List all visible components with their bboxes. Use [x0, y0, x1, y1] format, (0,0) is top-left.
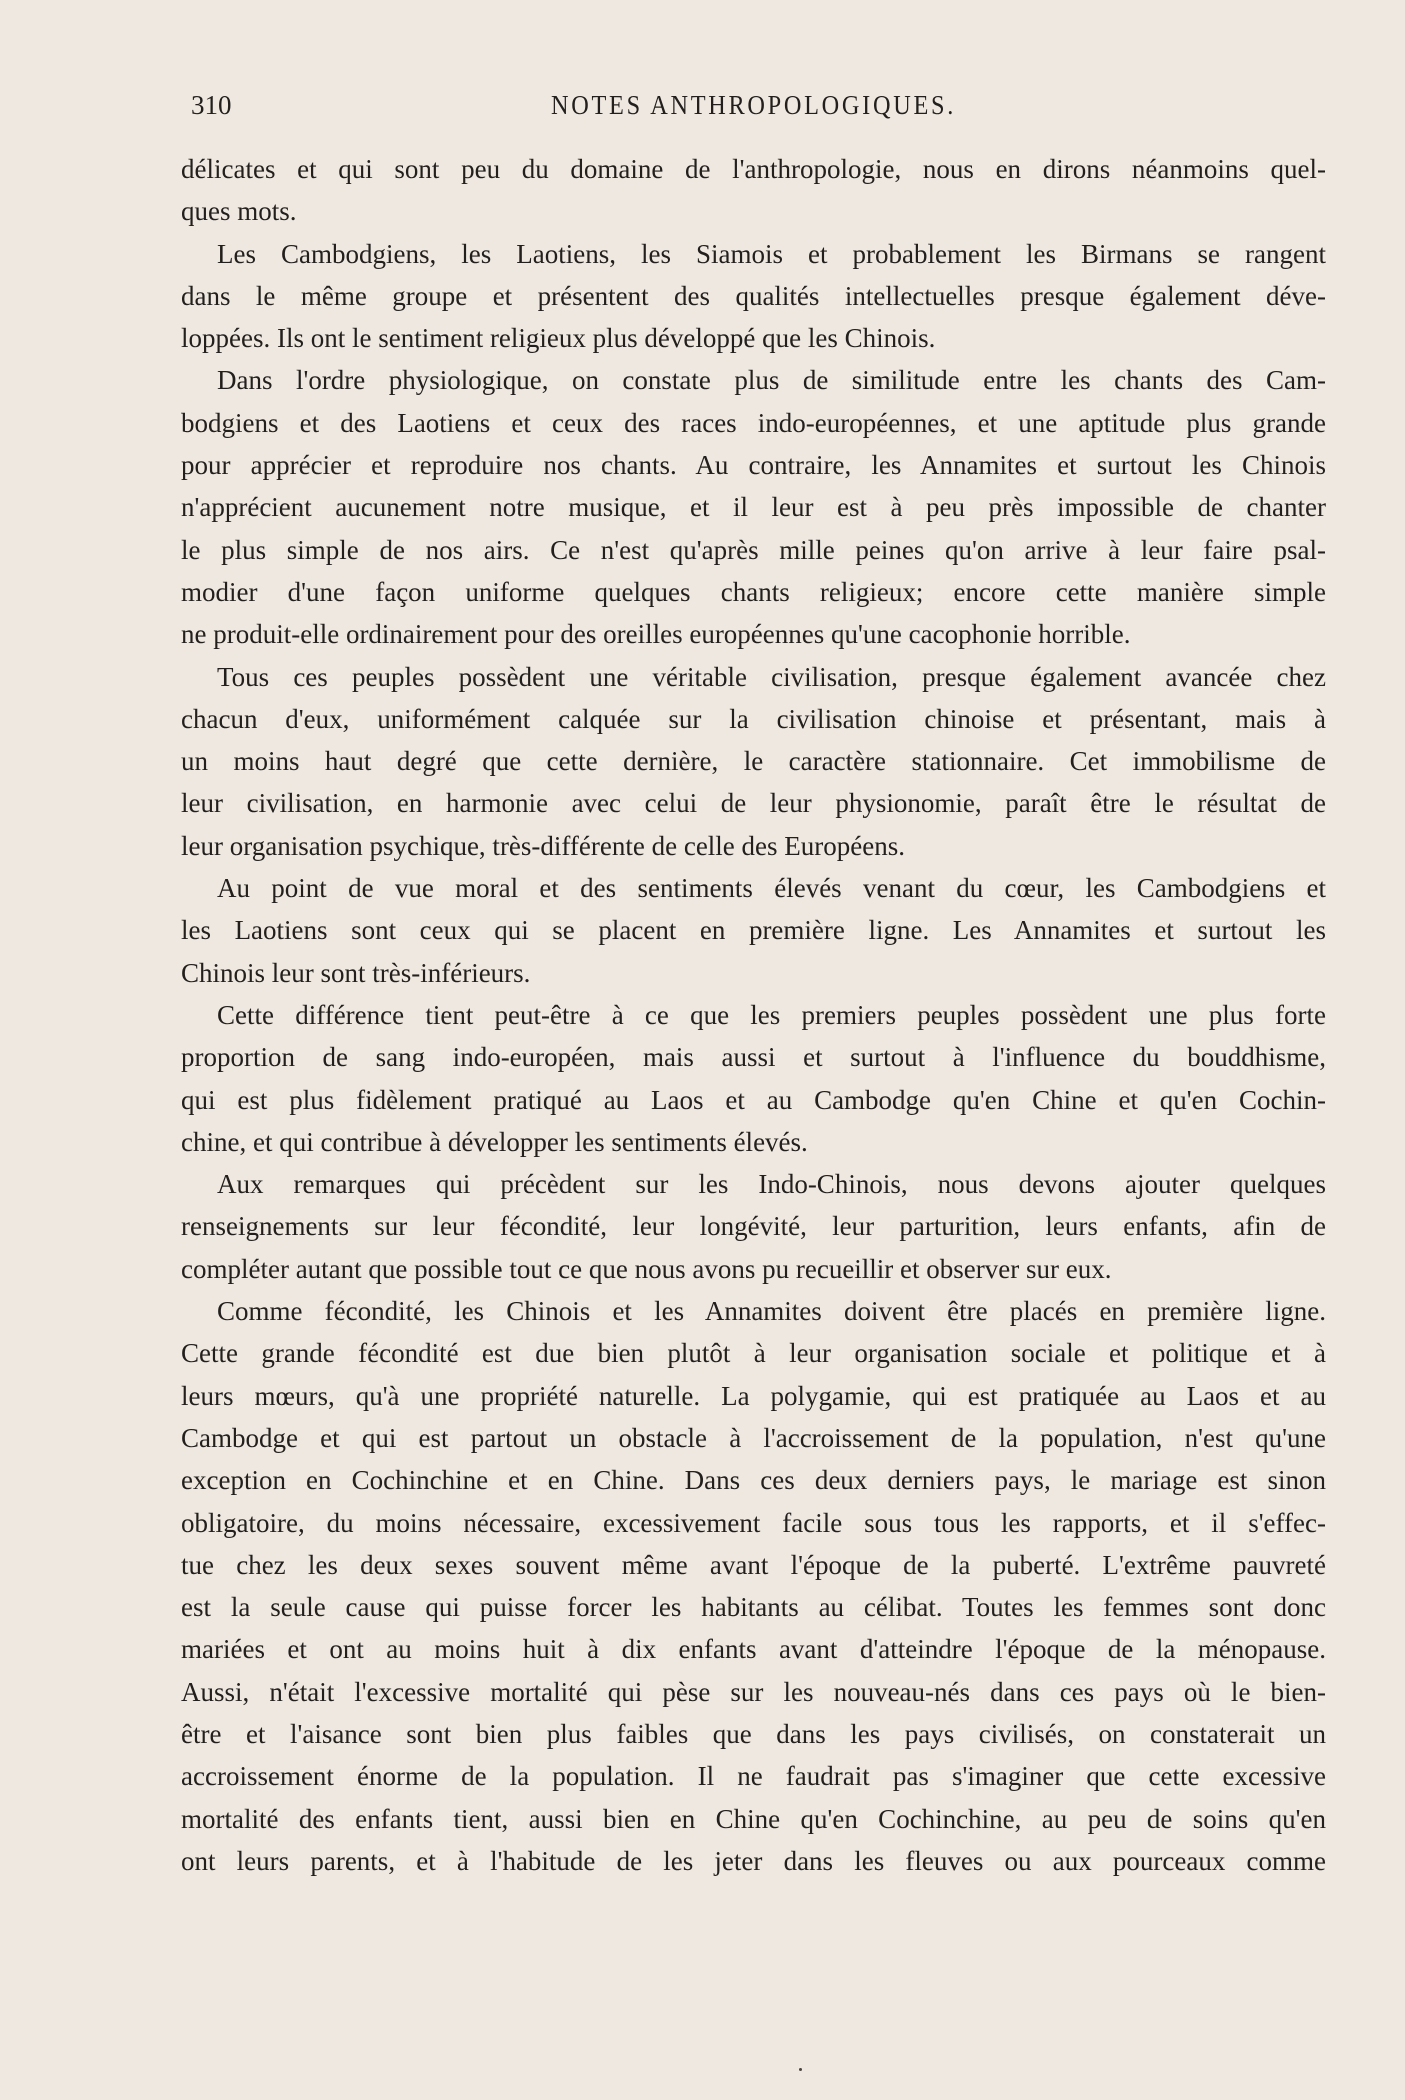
text-line: Cette différence tient peut-être à ce que les premiers peuples possèdent une plus forte	[217, 999, 1326, 1030]
text-line: pour apprécier et reproduire nos chants. Au contraire, les Annamites et surtout les Chinois	[181, 450, 1326, 481]
text-line: exception en Cochinchine et en Chine. Dans ces deux derniers pays, le mariage est sinon	[181, 1465, 1326, 1496]
text-line: Cambodge et qui est partout un obstacle à l'accroissement de la population, n'est qu'une	[181, 1422, 1326, 1453]
text-line: renseignements sur leur fécondité, leur longévité, leur parturition, leurs enfants, afin de	[181, 1211, 1326, 1242]
running-title: NOTES ANTHROPOLOGIQUES.	[550, 90, 956, 120]
text-line: Tous ces peuples possèdent une véritable civilisation, presque également avancée chez	[217, 661, 1326, 692]
text-line: être et l'aisance sont bien plus faibles que dans les pays civilisés, on constaterait un	[181, 1718, 1326, 1749]
text-line: Cette grande fécondité est due bien plutôt à leur organisation sociale et politique et à	[181, 1338, 1326, 1369]
text-line: un moins haut degré que cette dernière, le caractère stationnaire. Cet immobilisme de	[181, 746, 1326, 777]
text-line: ques mots.	[181, 196, 297, 227]
paragraph	[181, 233, 1326, 360]
text-line: les Laotiens sont ceux qui se placent en première ligne. Les Annamites et surtout les	[181, 915, 1326, 946]
text-line: Chinois leur sont très-inférieurs.	[181, 957, 531, 988]
text-line: leur civilisation, en harmonie avec celui de leur physionomie, paraît être le résultat de	[181, 788, 1326, 819]
text-line: Les Cambodgiens, les Laotiens, les Siamois et probablement les Birmans se rangent	[217, 238, 1326, 269]
text-line: leurs mœurs, qu'à une propriété naturelle. La polygamie, qui est pratiquée au Laos et au	[181, 1380, 1326, 1411]
paragraph	[181, 867, 1326, 994]
text-line: accroissement énorme de la population. Il ne faudrait pas s'imaginer que cette excessive	[181, 1761, 1326, 1792]
paragraph	[181, 1290, 1326, 1882]
text-line: chacun d'eux, uniformément calquée sur la civilisation chinoise et présentant, mais à	[181, 703, 1326, 734]
text-line: Comme fécondité, les Chinois et les Annamites doivent être placés en première ligne.	[217, 1296, 1326, 1327]
paragraph	[181, 656, 1326, 867]
text-line: délicates et qui sont peu du domaine de l'anthropologie, nous en dirons néanmoins quel-	[181, 154, 1326, 184]
text-line: Aussi, n'était l'excessive mortalité qui pèse sur les nouveau-nés dans ces pays où le bien-	[181, 1676, 1326, 1707]
text-line: proportion de sang indo-européen, mais aussi et surtout à l'influence du bouddhisme,	[181, 1042, 1326, 1073]
text-line: le plus simple de nos airs. Ce n'est qu'après mille peines qu'on arrive à leur faire psal-	[181, 534, 1326, 565]
text-line: Dans l'ordre physiologique, on constate plus de similitude entre les chants des Cam-	[217, 365, 1326, 396]
text-line: leur organisation psychique, très-différente de celle des Européens.	[181, 830, 905, 861]
paragraph	[181, 359, 1326, 655]
text-line: mariées et ont au moins huit à dix enfants avant d'atteindre l'époque de la ménopause.	[181, 1634, 1326, 1665]
text-line: Au point de vue moral et des sentiments élevés venant du cœur, les Cambodgiens et	[217, 873, 1326, 904]
text-line: chine, et qui contribue à développer les sentiments élevés.	[181, 1126, 808, 1157]
text-line: tue chez les deux sexes souvent même avant l'époque de la puberté. L'extrême pauvreté	[181, 1549, 1326, 1580]
text-line: est la seule cause qui puisse forcer les habitants au célibat. Toutes les femmes sont donc	[181, 1592, 1326, 1623]
text-line: bodgiens et des Laotiens et ceux des races indo-européennes, et une aptitude plus grande	[181, 407, 1326, 438]
text-line: compléter autant que possible tout ce que nous avons pu recueillir et observer sur eux.	[181, 1253, 1112, 1284]
body-text	[181, 148, 1326, 1882]
paragraph	[181, 1163, 1326, 1290]
text-line: dans le même groupe et présentent des qualités intellectuelles presque également déve-	[181, 280, 1326, 311]
text-line: qui est plus fidèlement pratiqué au Laos et au Cambodge qu'en Chine et qu'en Cochin-	[181, 1084, 1326, 1115]
text-line: loppées. Ils ont le sentiment religieux plus développé que les Chinois.	[181, 323, 936, 354]
text-line: obligatoire, du moins nécessaire, excessivement facile sous tous les rapports, et il s'effec-	[181, 1507, 1326, 1538]
text-line: Aux remarques qui précèdent sur les Indo-Chinois, nous devons ajouter quelques	[217, 1169, 1326, 1200]
paragraph	[181, 994, 1326, 1163]
text-line: mortalité des enfants tient, aussi bien en Chine qu'en Cochinchine, au peu de soins qu'en	[181, 1803, 1326, 1834]
paragraph	[181, 148, 1326, 233]
text-line: modier d'une façon uniforme quelques chants religieux; encore cette manière simple	[181, 576, 1326, 607]
text-line: ont leurs parents, et à l'habitude de les jeter dans les fleuves ou aux pourceaux comme	[181, 1845, 1326, 1876]
paper-speck	[799, 2068, 802, 2071]
text-line: n'apprécient aucunement notre musique, et il leur est à peu près impossible de chanter	[181, 492, 1326, 523]
text-line: ne produit-elle ordinairement pour des oreilles européennes qu'une cacophonie horrible.	[181, 619, 1131, 650]
page-number: 310	[191, 90, 232, 120]
running-head	[181, 90, 1326, 126]
